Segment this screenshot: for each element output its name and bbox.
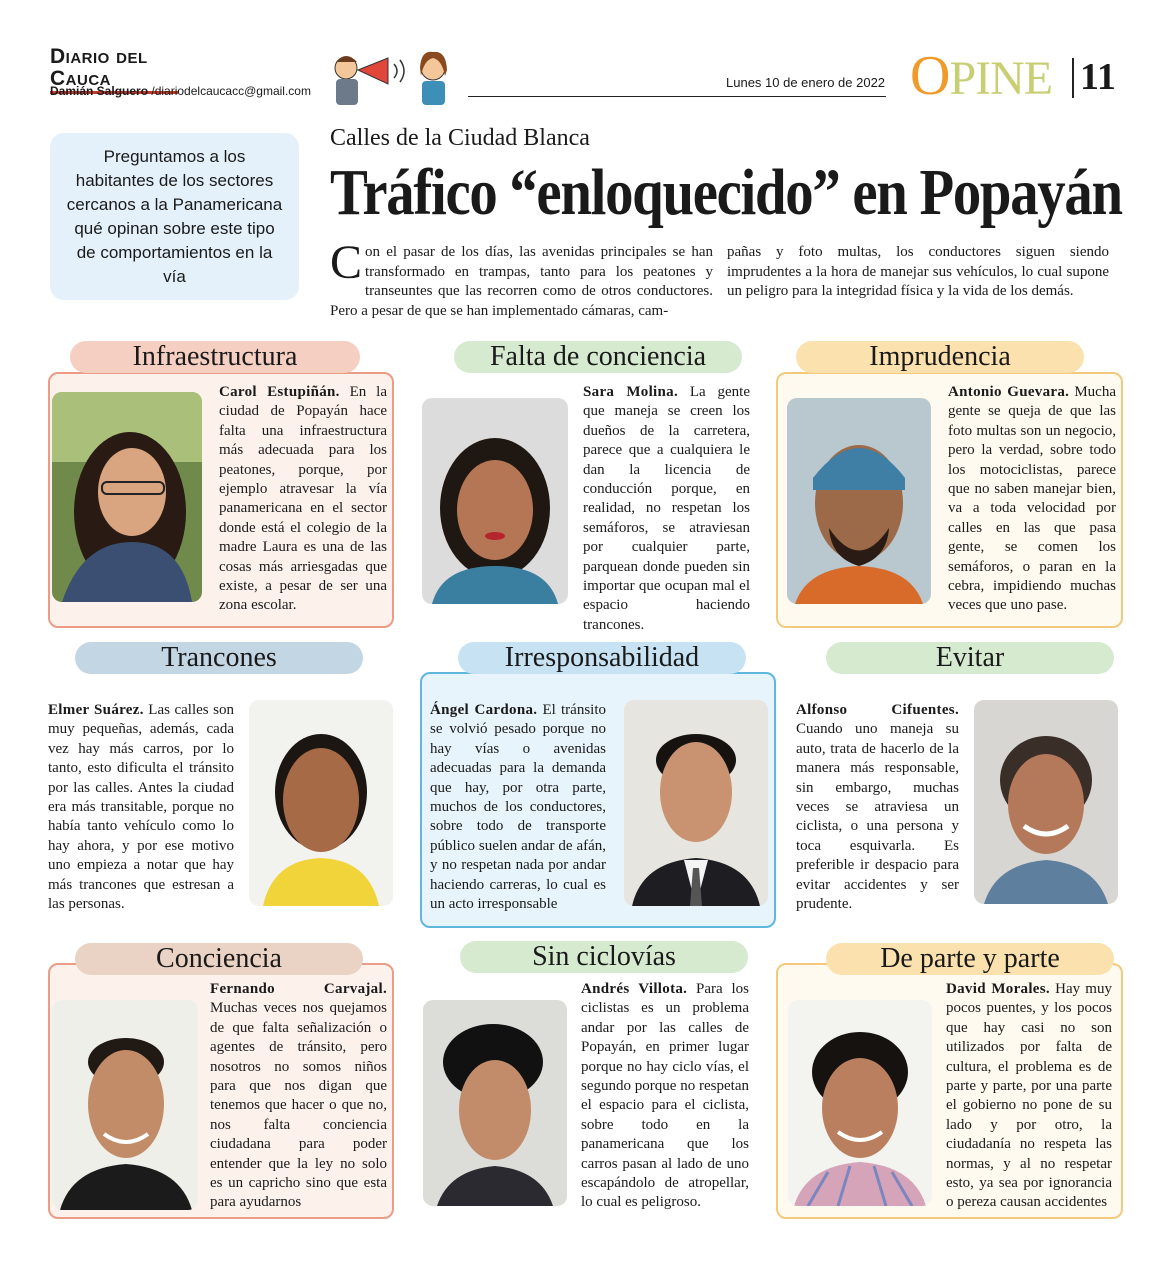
opinion-body: Para los ciclistas es un problema andar por las calles de Popayán, en primer lugar porque no hay ciclo vías, el segundo porque no respetan el espacio para el ciclista, sobre todo en la panamericana que los carros pasan al lado de uno escapándolo de atropellar, lo cual es peligroso. (581, 981, 749, 1211)
opinion-text (946, 980, 1112, 1213)
heading-pill: Conciencia (75, 943, 363, 975)
opinion-text (581, 980, 749, 1213)
speaker-name: Antonio Guevara. (948, 384, 1070, 400)
opinion-text (583, 383, 750, 635)
speaker-name: Sara Molina. (583, 384, 679, 400)
author-line (50, 84, 311, 98)
opinion-body: Las calles son muy pequeñas, además, cada vez hay más carros, por lo tanto, esto dificulta el tránsito por las calles. Antes la ciudad era más transitable, porque no había tanto vehículo como lo hay ahora, y por ese motivo uno empieza a notar que hay más trancones que estresan a las personas. (48, 702, 235, 913)
issue-date: Lunes 10 de enero de 2022 (726, 75, 886, 90)
header-rule (468, 96, 886, 97)
portrait-photo (249, 700, 393, 906)
heading-pill: Infraestructura (70, 341, 360, 373)
speaker-name: Fernando Carvajal. (210, 981, 387, 997)
cartoon-megaphone-icon (326, 46, 466, 108)
article-kicker: Calles de la Ciudad Blanca (330, 125, 590, 151)
opinion-text (210, 980, 387, 1213)
author-email[interactable]: diariodelcaucacc@gmail.com (154, 84, 311, 98)
heading-pill: Evitar (826, 642, 1114, 674)
intro-box (50, 133, 299, 300)
opinion-body: El tránsito se volvió pesado porque no hay vías o avenidas adecuadas para la demanda que hay, por otra parte, muchos de los conductores, sobre todo de transporte público suelen andar de afán, y no respetan nada por andar haciendo carreras, lo cual es un acto irresponsable (430, 702, 606, 913)
speaker-name: Elmer Suárez. (48, 702, 144, 718)
speaker-name: Alfonso Cifuentes. (796, 702, 959, 718)
opinion-body: La gente que maneja se creen los dueños de la carretera, parece que a cualquiera le dan la licencia de conducción porque, en realidad, no respetan los semáforos, se atraviesan por cualquier parte, parquean donde pueden sin importar que ocupan mal el espacio haciendo trancones. (583, 384, 751, 633)
page-number: 11 (1080, 56, 1116, 98)
opinion-text (48, 701, 234, 914)
portrait-photo (788, 1000, 932, 1206)
opinion-text (796, 701, 959, 914)
section-rest: PINE (949, 52, 1053, 105)
speaker-name: Carol Estupiñán. (219, 384, 340, 400)
portrait-photo (624, 700, 768, 906)
opinion-body: En la ciudad de Popayán hace falta una infraestructura más adecuada para los peatones, porque, por ejemplo atravesar la vía panamericana en el sector donde está el colegio de la madre Laura es una de las cosas más arriesgadas que existe, a pesar de ser una zona escolar. (219, 384, 387, 614)
lede-column-1 (330, 236, 713, 321)
opinion-body: Muchas veces nos quejamos de que falta señalización o agentes de tránsito, pero nosotros no somos niños para que nos digan que tenemos que hacer o que no, nos falta conciencia ciudadana para poder entender que la ley no solo es un capricho sino que esta para ayudarnos (210, 1000, 387, 1211)
drop-cap: C (330, 236, 363, 289)
heading-pill: Irresponsabilidad (458, 642, 746, 674)
lede-column-2: pañas y foto multas, los conductores siguen siendo imprudentes a la hora de manejar sus vehículos, lo cual supone un peligro para la integridad física y la vida de los demás. (727, 244, 1109, 299)
speaker-name: David Morales. (946, 981, 1050, 997)
opinion-body: Mucha gente se queja de que las foto multas son un negocio, pero la verdad, sobre todo los motociclistas, parece que no saben manejar bien, va a toda velocidad por calles en las que pasa gente, se comen los semáforos, o paran en la cebra, impidiendo muchas veces que uno pase. (948, 384, 1116, 614)
heading-pill: De parte y parte (826, 943, 1114, 975)
intro-text: Preguntamos a los habitantes de los sectores cercanos a la Panamericana qué opinan sobre este tipo de comportamientos en la vía (66, 146, 283, 286)
heading-pill: Imprudencia (796, 341, 1084, 373)
opinion-body: Hay muy pocos puentes, y los pocos que hay casi no son utilizados por falta de cultura, el problema es de parte y parte, por una parte el gobierno no pone de su lado y por otro, la ciudadanía no respeta las normas, y al no respetar esto, ya sea por ignorancia o pereza causan accidentes (946, 981, 1112, 1211)
lede-text-1: on el pasar de los días, las avenidas principales se han transformado en trampas, tanto para los peatones y transeuntes que las recorren como de otros conductores. Pero a pesar de que se han implementado cámaras, cam- (330, 244, 713, 319)
page-divider (1072, 58, 1074, 98)
article-title: Tráfico “enloquecido” en Popayán (330, 156, 1122, 229)
opinion-text (430, 701, 606, 914)
speaker-name: Ángel Cardona. (430, 702, 538, 718)
heading-pill: Trancones (75, 642, 363, 674)
portrait-photo (422, 398, 568, 604)
opinion-text (948, 383, 1116, 616)
portrait-photo (423, 1000, 567, 1206)
portrait-photo (974, 700, 1118, 904)
newspaper-brand: Diario del Cauca (50, 46, 178, 94)
opinion-body: Cuando uno maneja su auto, trata de hacerlo de la manera más responsable, sin embargo, muchas veces se atraviesa un ciclista, o una persona y toca esquivarla. Es preferible ir despacio para evitar accidentes y ser prudente. (796, 721, 959, 913)
author-separator: / (148, 84, 155, 98)
portrait-photo (52, 1000, 198, 1210)
speaker-name: Andrés Villota. (581, 981, 688, 997)
heading-pill: Falta de conciencia (454, 341, 742, 373)
portrait-photo (52, 392, 202, 602)
section-initial: O (910, 45, 950, 107)
heading-pill: Sin ciclovías (460, 941, 748, 973)
author-name: Damián Salguero (50, 84, 149, 98)
opinion-text (219, 383, 387, 616)
portrait-photo (787, 398, 931, 604)
section-name (910, 45, 1053, 107)
